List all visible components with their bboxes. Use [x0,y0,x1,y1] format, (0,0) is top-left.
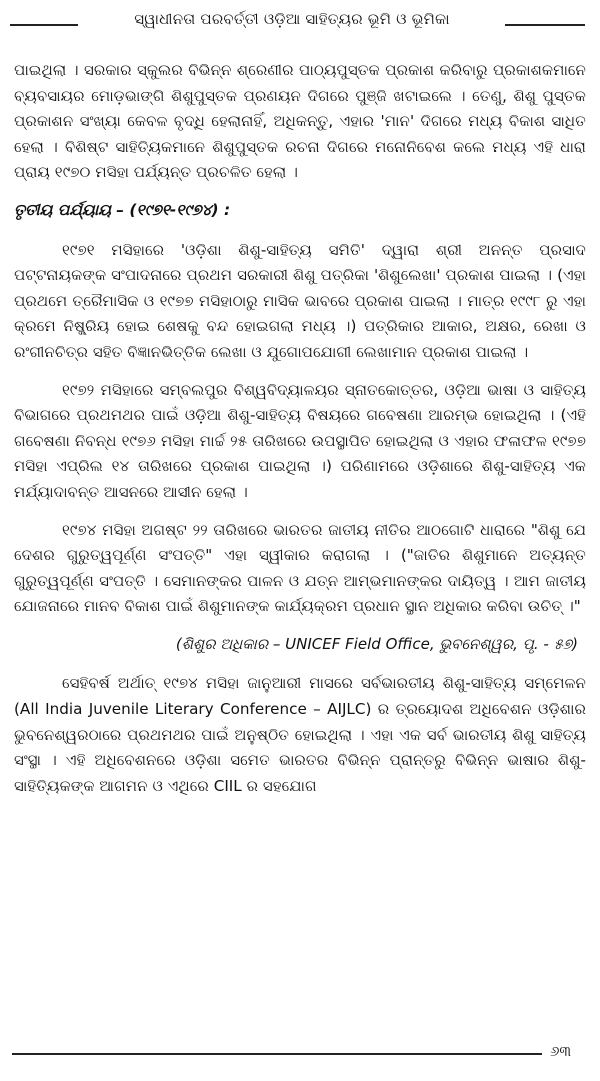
running-header [0,8,600,38]
page-number: ୬୩ [550,1042,572,1060]
page-body [14,58,586,811]
paragraph-continued: ପାଇଥିଲା । ସରକାର ସ୍କୁଲର ବିଭିନ୍ନ ଶ୍ରେଣୀର ପାଠ୍ୟପୁସ୍ତକ ପ୍ରକାଶ କରିବାରୁ ପ୍ରକାଶକମାନେ ବ୍ୟବସାୟର ମୋଡ଼ଭାଙ୍ଗି ଶିଶୁପୁସ୍ତକ ପ୍ରଣୟନ ଦିଗରେ ପୁଞ୍ଜି ଖଟାଇଲେ । ତେଣୁ, ଶିଶୁ ପୁସ୍ତକ ପ୍ରକାଶନ ସଂଖ୍ୟା କେବଳ ବୃଦ୍ଧି ହେଲାନାହିଁ, ଅଧିକନ୍ତୁ, ଏହାର 'ମାନ' ଦିଗରେ ମଧ୍ୟ ବିକାଶ ସାଧିତ ହେଲା । ବିଶିଷ୍ଟ ସାହିତ୍ୟିକମାନେ ଶିଶୁପୁସ୍ତକ ରଚନା ଦିଗରେ ମନୋନିବେଶ କଲେ ମଧ୍ୟ ଏହି ଧାରା ପ୍ରାୟ ୧୯୭୦ ମସିହା ପର୍ଯ୍ୟନ୍ତ ପ୍ରଚଳିତ ହେଲା । [14,61,586,182]
paragraph-1974-policy: ୧୯୭୪ ମସିହା ଅଗଷ୍ଟ ୨୨ ତାରିଖରେ ଭାରତର ଜାତୀୟ ନୀତିର ଆଠଗୋଟି ଧାରାରେ "ଶିଶୁ ଯେ ଦେଶର ଗୁରୁତ୍ୱପୂର୍ଣ୍ଣ ସଂପତ୍ତି" ଏହା ସ୍ୱୀକାର କରାଗଲା । ("ଜାତିର ଶିଶୁମାନେ ଅତ୍ୟନ୍ତ ଗୁରୁତ୍ୱପୂର୍ଣ୍ଣ ସଂପତ୍ତି । ସେମାନଙ୍କର ପାଳନ ଓ ଯତ୍ନ ଆମ୍ଭମାନଙ୍କର ଦାୟିତ୍ୱ । ଆମ ଜାତୀୟ ଯୋଜନାରେ ମାନବ ବିକାଶ ପାଇଁ ଶିଶୁମାନଙ୍କ କାର୍ଯ୍ୟକ୍ରମ ପ୍ରଧାନ ସ୍ଥାନ ଅଧିକାର କରିବା ଉଚିତ୍ ।" [14,520,586,616]
paragraph-1972: ୧୯୭୨ ମସିହାରେ ସମ୍ବଲପୁର ବିଶ୍ୱବିଦ୍ୟାଳୟର ସ୍ନାତକୋତ୍ତର, ଓଡ଼ିଆ ଭାଷା ଓ ସାହିତ୍ୟ ବିଭାଗରେ ପ୍ରଥମଥର ପାଇଁ ଓଡ଼ିଆ ଶିଶୁ-ସାହିତ୍ୟ ବିଷୟରେ ଗବେଷଣା ଆରମ୍ଭ ହୋଇଥିଲା । (ଏହି ଗବେଷଣା ନିବନ୍ଧ ୧୯୭୬ ମସିହା ମାର୍ଚ୍ଚ ୨୫ ତାରିଖରେ ଉପସ୍ଥାପିତ ହୋଇଥିଲା ଓ ଏହାର ଫଳାଫଳ ୧୯୭୭ ମସିହା ଏପ୍ରିଲ ୧୪ ତାରିଖରେ ପ୍ରକାଶ ପାଇଥିଲା ।) ପରିଣାମରେ ଓଡ଼ିଶାରେ ଶିଶୁ-ସାହିତ୍ୟ ଏକ ମର୍ଯ୍ୟାଦାବନ୍ତ ଆସନରେ ଆସୀନ ହେଲା । [14,380,586,501]
section-heading: ତୃତୀୟ ପର୍ଯ୍ୟାୟ – (୧୯୭୧-୧୯୭୪) : [14,200,231,219]
footer-rule [12,1053,542,1055]
paragraph-aijlc: ସେହିବର୍ଷ ଅର୍ଥାତ୍ ୧୯୭୪ ମସିହା ଜାନୁଆରୀ ମାସରେ ସର୍ବଭାରତୀୟ ଶିଶୁ-ସାହିତ୍ୟ ସମ୍ମେଳନ (All India Juvenile Literary Conference – AIJLC) ର ତ୍ରୟୋଦଶ ଅଧିବେଶନ ଓଡ଼ିଶାର ଭୁବନେଶ୍ୱରଠାରେ ପ୍ରଥମଥର ପାଇଁ ଅନୁଷ୍ଠିତ ହୋଇଥିଲା । ଏହା ଏକ ସର୍ବ ଭାରତୀୟ ଶିଶୁ ସାହିତ୍ୟ ସଂସ୍ଥା । ଏହି ଅଧିବେଶନରେ ଓଡ଼ିଶା ସମେତ ଭାରତର ବିଭିନ୍ନ ପ୍ରାନ୍ତରୁ ବିଭିନ୍ନ ଭାଷାର ଶିଶୁ-ସାହିତ୍ୟିକଙ୍କ ଆଗମନ ଓ ଏଥିରେ CIIL ର ସହଯୋଗ [14,674,586,795]
header-rule-right [505,24,585,26]
page-footer [0,1040,600,1070]
header-rule-left [10,24,78,26]
paragraph-1971: ୧୯୭୧ ମସିହାରେ 'ଓଡ଼ିଶା ଶିଶୁ-ସାହିତ୍ୟ ସମିତି' ଦ୍ୱାରା ଶ୍ରୀ ଅନନ୍ତ ପ୍ରସାଦ ପଟ୍ଟନାୟକଙ୍କ ସଂପାଦନାରେ ପ୍ରଥମ ସରକାରୀ ଶିଶୁ ପତ୍ରିକା 'ଶିଶୁଲେଖା' ପ୍ରକାଶ ପାଇଲା । (ଏହା ପ୍ରଥମେ ତ୍ରୈମାସିକ ଓ ୧୯୭୭ ମସିହାଠାରୁ ମାସିକ ଭାବରେ ପ୍ରକାଶ ପାଇଲା । ମାତ୍ର ୧୯୯୮ ରୁ ଏହା କ୍ରମେ ନିଷ୍କ୍ରିୟ ହୋଇ ଶେଷକୁ ବନ୍ଦ ହୋଇଗଲା ମଧ୍ୟ ।) ପତ୍ରିକାର ଆକାର, ଅକ୍ଷର, ରେଖା ଓ ରଂଗୀନଚିତ୍ର ସହିତ ବିଜ୍ଞାନଭିତ୍ତିକ ଲେଖା ଓ ଯୁଗୋପଯୋଗୀ ଲେଖାମାନ ପ୍ରକାଶ ପାଇଲା । [14,240,586,361]
citation: (ଶିଶୁର ଅଧିକାର – UNICEF Field Office, ଭୁବନେଶ୍ୱର, ପୃ. - ୫୭) [175,634,578,653]
running-header-title: ସ୍ୱାଧୀନତା ପରବର୍ତ୍ତୀ ଓଡ଼ିଆ ସାହିତ୍ୟର ଭୂମି ଓ ଭୂମିକା [134,10,450,28]
